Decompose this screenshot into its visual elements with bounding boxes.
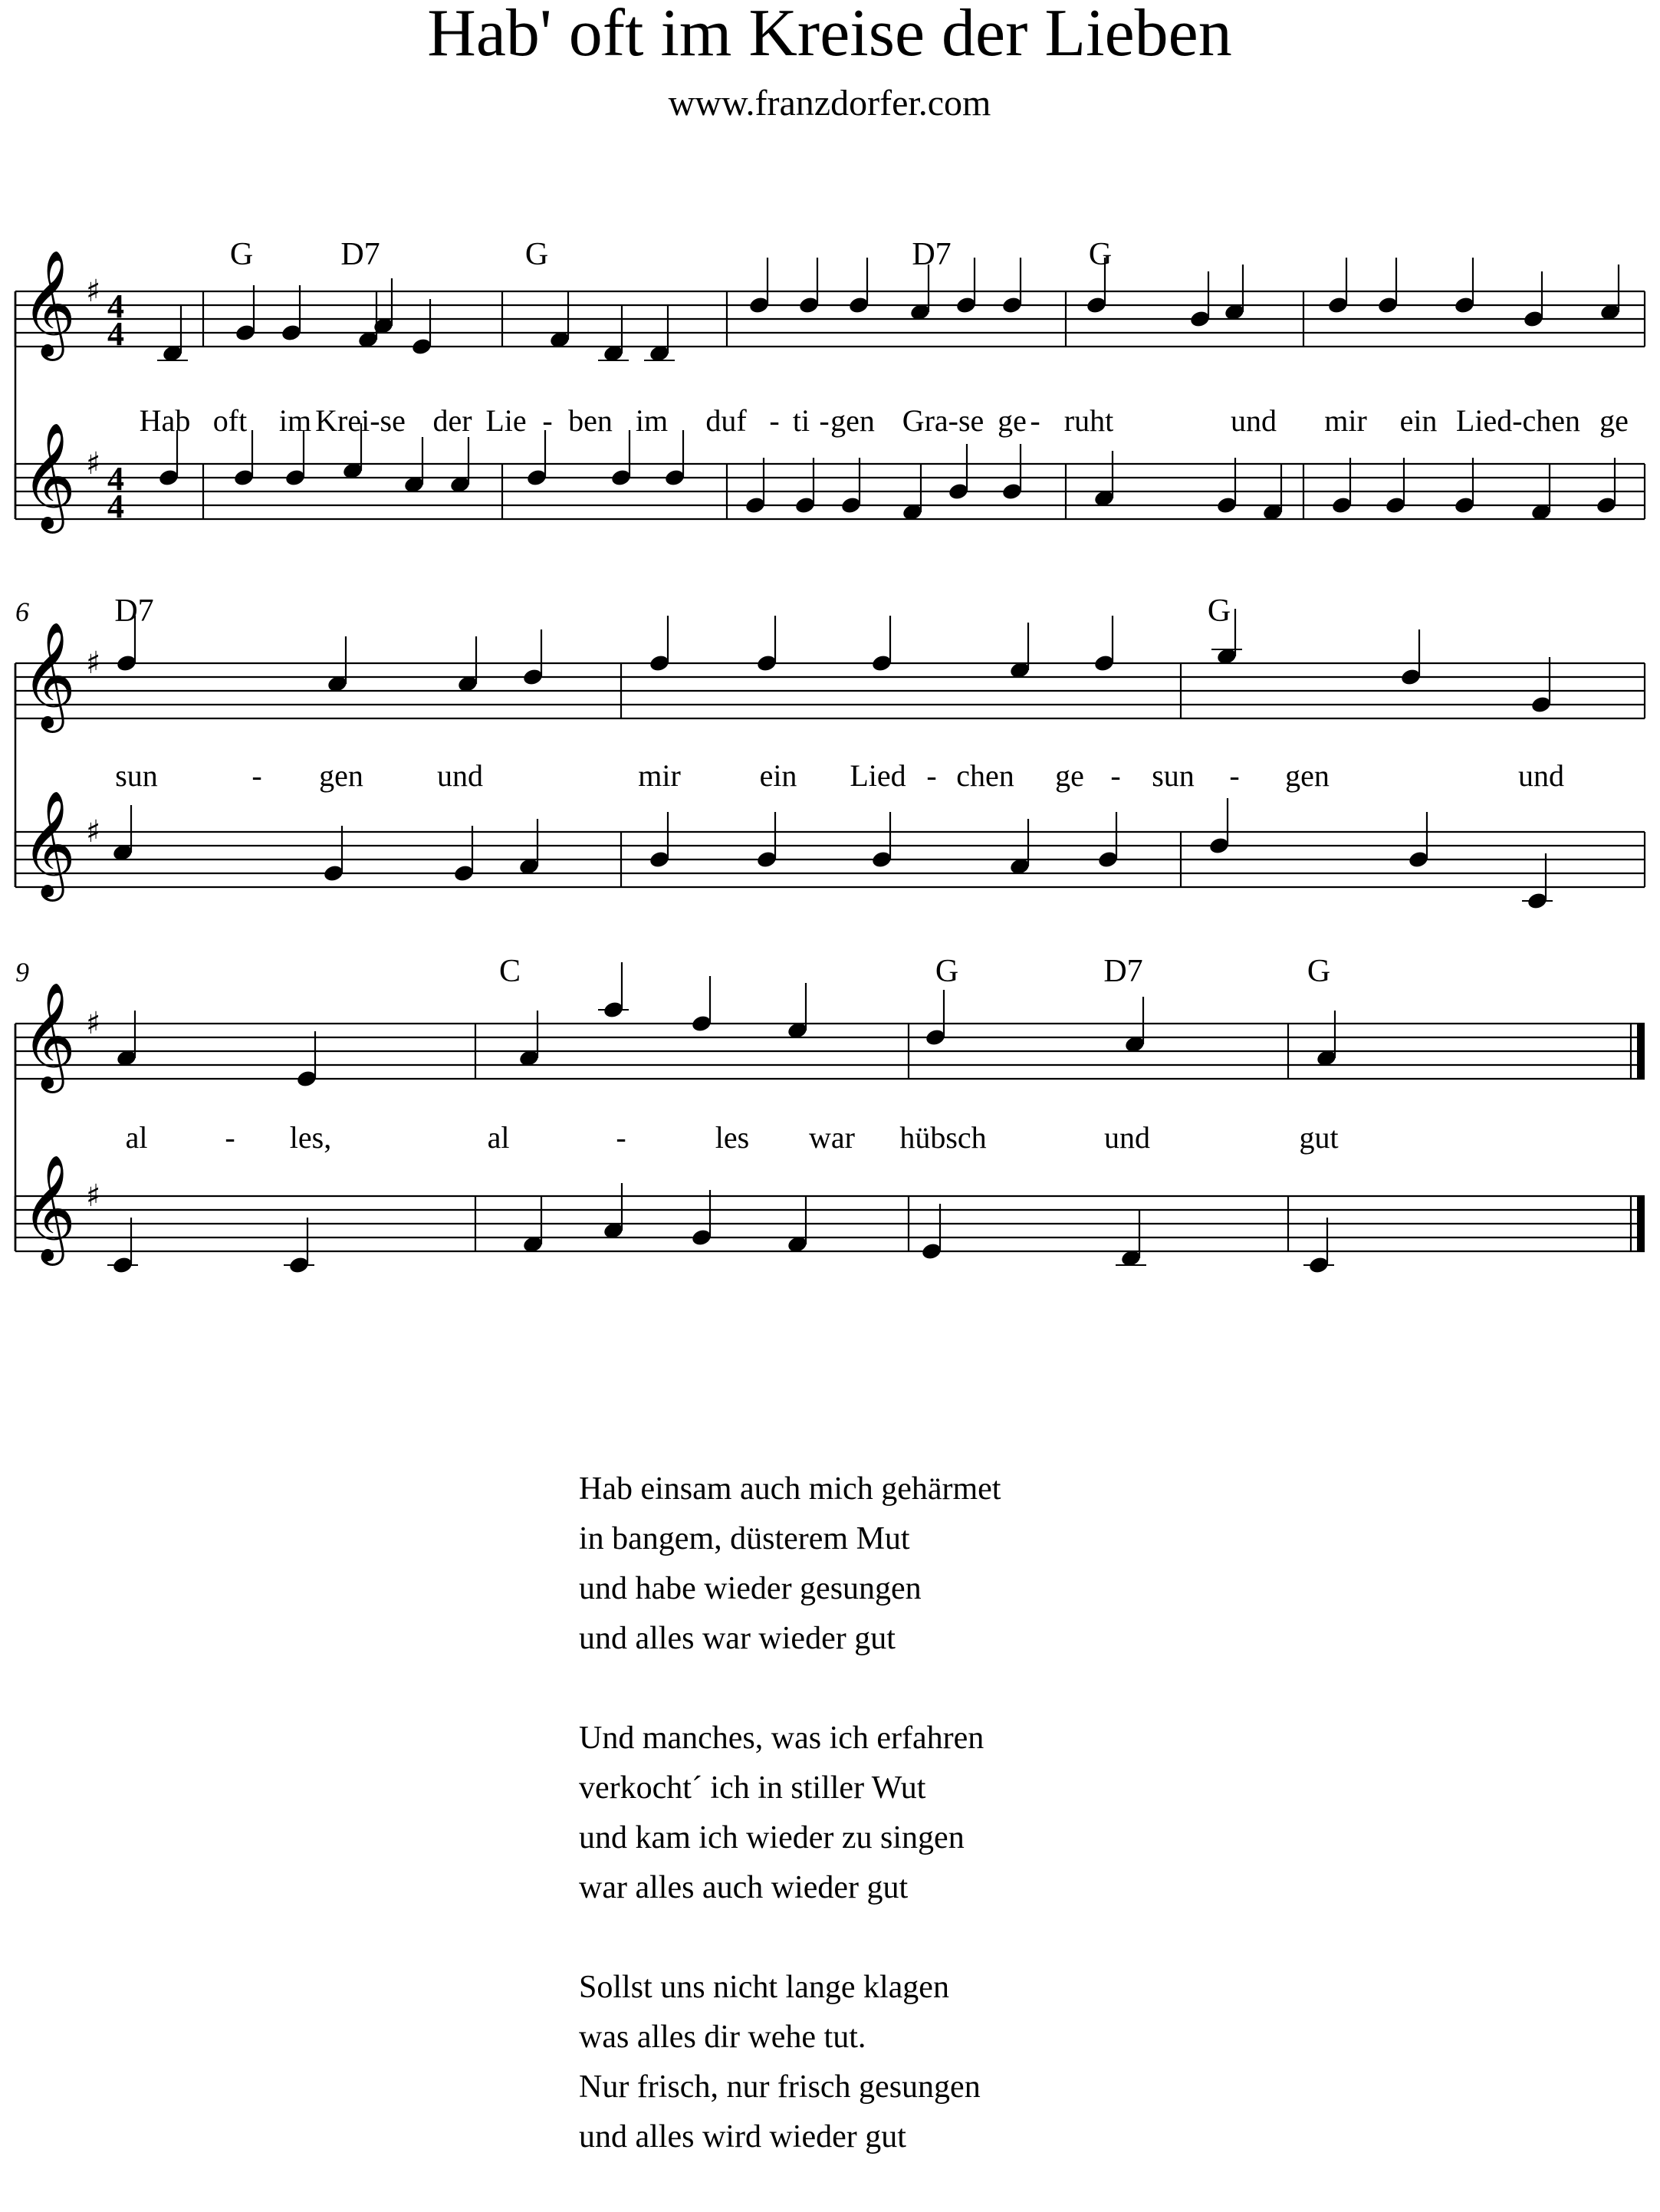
additional-verses	[579, 1464, 1499, 2212]
measure-number: 6	[15, 597, 29, 627]
chord-symbol: D7	[340, 237, 380, 272]
lyric-syllable: ge	[1055, 758, 1084, 793]
chord-symbol: G	[524, 237, 549, 272]
lyric-syllable: ruht	[1063, 403, 1114, 438]
lyric-syllable: im	[635, 403, 669, 438]
lyric-syllable: -	[1110, 758, 1121, 793]
lyric-syllable: ben	[568, 403, 613, 438]
lyric-syllable: -	[251, 758, 262, 793]
treble-clef-icon: 𝄞	[21, 422, 76, 529]
lyric-syllable: sun	[115, 758, 158, 793]
treble-clef-icon: 𝄞	[21, 622, 76, 728]
lyric-syllable: mir	[1324, 403, 1367, 438]
lyric-syllable: der	[432, 403, 472, 438]
lyric-syllable: mir	[638, 758, 681, 793]
verse-3	[579, 1714, 1499, 1913]
chord-symbol: G	[1307, 954, 1331, 989]
chord-symbol: D7	[1103, 954, 1143, 989]
measure-number: 9	[15, 957, 29, 988]
chord-symbol: G	[1207, 593, 1231, 629]
lyric-syllable: -	[926, 758, 937, 793]
lyric-syllable: ein	[759, 758, 797, 793]
lyric-syllable: Lied-chen	[1455, 403, 1581, 438]
lyric-syllable: und	[1104, 1120, 1150, 1155]
lyric-syllable: im	[278, 403, 312, 438]
lyric-syllable: gut	[1299, 1120, 1339, 1155]
key-signature-sharp-icon: ♯	[86, 274, 101, 309]
lyric-syllable: -	[616, 1120, 626, 1155]
lyric-syllable: duf	[705, 403, 747, 438]
verse-line: war alles auch wieder gut	[579, 1870, 909, 1905]
lyric-syllable: und	[1518, 758, 1564, 793]
lyric-syllable: Lied	[850, 758, 906, 793]
lyric-syllable: Lie	[485, 403, 527, 438]
time-signature: 4	[107, 488, 124, 525]
lyric-syllable: ti	[792, 403, 810, 438]
time-signature: 4	[107, 315, 124, 353]
lyric-syllable: ge	[1599, 403, 1629, 438]
lyric-syllable: gen	[830, 403, 875, 438]
lyric-syllable: hübsch	[899, 1120, 987, 1155]
song-title: Hab' oft im Kreise der Lieben	[427, 0, 1232, 71]
lyric-syllable: -	[1229, 758, 1240, 793]
chord-symbol: G	[229, 237, 254, 272]
key-signature-sharp-icon: ♯	[86, 1006, 101, 1041]
lyric-syllable: gen	[319, 758, 363, 793]
verse-line: und alles wird wieder gut	[579, 2119, 906, 2154]
verse-2	[579, 1464, 1499, 1664]
chord-symbol: D7	[912, 237, 952, 272]
chord-symbol: D7	[114, 593, 154, 629]
lyric-syllable: les	[715, 1120, 750, 1155]
key-signature-sharp-icon: ♯	[86, 646, 101, 681]
lyric-syllable: ge	[998, 403, 1027, 438]
lyric-syllable: sun	[1152, 758, 1195, 793]
lyric-syllable: Hab	[139, 403, 191, 438]
verse-line: und alles war wieder gut	[579, 1621, 896, 1656]
lyric-syllable: -	[819, 403, 830, 438]
chord-symbol: G	[935, 954, 959, 989]
lyric-syllable: al	[125, 1120, 148, 1155]
treble-clef-icon: 𝄞	[21, 790, 76, 897]
lyric-syllable: chen	[956, 758, 1014, 793]
time-signature: 4	[107, 460, 124, 498]
key-signature-sharp-icon: ♯	[86, 446, 101, 482]
lyric-syllable: war	[809, 1120, 855, 1155]
lyric-syllable: -	[225, 1120, 235, 1155]
lyric-syllable: Gra-se	[902, 403, 984, 438]
time-signature: 4	[107, 288, 124, 325]
lyric-syllable: -	[769, 403, 780, 438]
verse-line: Nur frisch, nur frisch gesungen	[579, 2069, 981, 2105]
lyric-syllable: al	[487, 1120, 510, 1155]
treble-clef-icon: 𝄞	[21, 982, 76, 1089]
verse-line: was alles dir wehe tut.	[579, 2020, 866, 2055]
verse-line: Sollst uns nicht lange klagen	[579, 1970, 949, 2005]
chord-symbol: G	[1088, 237, 1113, 272]
verse-line: und habe wieder gesungen	[579, 1571, 922, 1606]
key-signature-sharp-icon: ♯	[86, 814, 101, 850]
verse-line: in bangem, düsterem Mut	[579, 1521, 910, 1556]
lyric-syllable: gen	[1285, 758, 1330, 793]
key-signature-sharp-icon: ♯	[86, 1178, 101, 1214]
lyric-syllable: Krei-se	[315, 403, 406, 438]
lyric-syllable: les,	[289, 1120, 332, 1155]
verse-line: Und manches, was ich erfahren	[579, 1721, 984, 1756]
lyric-syllable: und	[437, 758, 483, 793]
verse-line: verkocht´ ich in stiller Wut	[579, 1770, 926, 1806]
website-credit: www.franzdorfer.com	[668, 83, 991, 123]
verse-line: Hab einsam auch mich gehärmet	[579, 1471, 1001, 1507]
lyric-syllable: -	[1030, 403, 1040, 438]
lyric-syllable: oft	[212, 403, 248, 438]
lyric-syllable: und	[1231, 403, 1277, 438]
verse-line: und kam ich wieder zu singen	[579, 1820, 965, 1855]
lyric-syllable: -	[542, 403, 553, 438]
verse-4	[579, 1963, 1499, 2162]
treble-clef-icon: 𝄞	[21, 1155, 76, 1261]
treble-clef-icon: 𝄞	[21, 250, 76, 357]
lyric-syllable: ein	[1399, 403, 1438, 438]
chord-symbol: C	[498, 954, 521, 989]
score-systems	[15, 237, 1645, 1275]
